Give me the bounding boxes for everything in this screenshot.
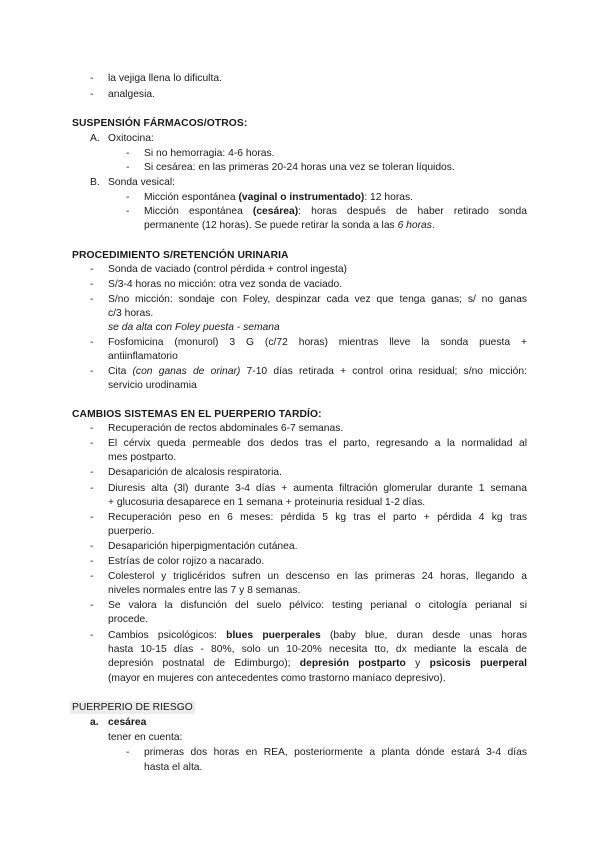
list-item-continuation: c/3 horas. [108, 308, 154, 319]
highlighted-heading: PUERPERIO DE RIESGO [72, 702, 193, 713]
list-marker: B. [90, 177, 100, 188]
list-item-text: Cambios psicológicos: blues puerperales (baby blue, duran desde unas horas [108, 630, 527, 641]
bullet-dash: - [90, 512, 94, 523]
list-item-text: El cérvix queda permeable dos dedos tras el parto, regresando a la normalidad al [108, 438, 527, 449]
bullet-dash: - [90, 337, 94, 348]
list-item-continuation: permanente (12 horas). Se puede retirar la sonda a las 6 horas. [144, 220, 435, 231]
list-item-label: Sonda vesical: [108, 177, 175, 188]
bullet-dash: - [126, 747, 130, 758]
list-item-continuation: servicio urodinamia [108, 380, 197, 391]
bullet-dash: - [126, 192, 130, 203]
list-item-text: Cita (con ganas de orinar) 7-10 días retirada + control orina residual; s/no micción: [108, 366, 527, 377]
list-item-label: Oxitocina: [108, 133, 154, 144]
list-item-text: Si cesárea: en las primeras 20-24 horas una vez se toleran líquidos. [144, 162, 455, 173]
list-item-continuation: mes postparto. [108, 452, 177, 463]
bullet-dash: - [90, 483, 94, 494]
italic-note: se da alta con Foley puesta - semana [108, 322, 280, 333]
bullet-dash: - [90, 600, 94, 611]
list-item-text: Recuperación de rectos abdominales 6-7 semanas. [108, 423, 344, 434]
list-item-text: Desaparición de alcalosis respiratoria. [108, 467, 282, 478]
list-item-continuation: + glucosuria desaparece en 1 semana + proteinuria residual 1-2 días. [108, 497, 426, 508]
bullet-dash: - [126, 206, 130, 217]
list-item-text: Se valora la disfunción del suelo pélvico: testing perianal o citología perianal si [108, 600, 527, 611]
list-item-continuation: depresión postnatal de Edimburgo); depresión postparto y psicosis puerperal [108, 658, 528, 669]
bullet-dash: - [90, 556, 94, 567]
bullet-dash: - [90, 294, 94, 305]
list-item-continuation: antiinflamatorio [108, 351, 178, 362]
list-item-continuation: hasta 10-15 días - 80%, solo un 10-20% necesita tto, dx mediante la escala de [108, 644, 527, 655]
bullet-dash: - [126, 148, 130, 159]
list-item-text: Micción espontánea (cesárea): horas después de haber retirado sonda [144, 206, 527, 217]
bullet-dash: - [90, 438, 94, 449]
section-heading-procedimiento: PROCEDIMIENTO S/RETENCIÓN URINARIA [72, 250, 289, 261]
list-item-text: Colesterol y triglicéridos sufren un descenso en las primeras 24 horas, llegando a [108, 571, 527, 582]
section-heading-suspension: SUSPENSIÓN FÁRMACOS/OTROS: [72, 118, 248, 129]
list-item-label: cesárea [108, 717, 147, 728]
bullet-dash: - [90, 366, 94, 377]
list-item-continuation: procede. [108, 614, 149, 625]
list-item-text: Micción espontánea (vaginal o instrumentado): 12 horas. [144, 192, 413, 203]
bullet-dash: - [90, 467, 94, 478]
list-marker: A. [90, 133, 100, 144]
list-item-text: Si no hemorragia: 4-6 horas. [144, 148, 275, 159]
list-item-text: Desaparición hiperpigmentación cutánea. [108, 541, 298, 552]
list-item-text: la vejiga llena lo dificulta. [108, 73, 222, 84]
list-item-text: S/3-4 horas no micción: otra vez sonda de vaciado. [108, 279, 343, 290]
list-item-text: Diuresis alta (3l) durante 3-4 días + aumenta filtración glomerular durante 1 semana [108, 483, 527, 494]
list-item-text: S/no micción: sondaje con Foley, despinzar cada vez que tenga ganas; s/ no ganas [108, 294, 527, 305]
bullet-dash: - [90, 571, 94, 582]
list-item-continuation: niveles normales entre las 7 y 8 semanas. [108, 585, 301, 596]
bullet-dash: - [90, 541, 94, 552]
bullet-dash: - [90, 264, 94, 275]
list-item-text: Recuperación peso en 6 meses: pérdida 5 kg tras el parto + pérdida 4 kg tras [108, 512, 527, 523]
list-item-text: primeras dos horas en REA, posteriormente a planta dónde estará 3-4 días [144, 747, 527, 758]
list-item-text: Sonda de vaciado (control pérdida + control ingesta) [108, 264, 347, 275]
list-marker: a. [90, 717, 99, 728]
bullet-dash: - [90, 423, 94, 434]
list-item-continuation: (mayor en mujeres con antecedentes como trastorno maníaco depresivo). [108, 673, 446, 684]
bullet-dash: - [90, 279, 94, 290]
list-item-continuation: puerperio. [108, 526, 155, 537]
list-item-text: Fosfomicina (monurol) 3 G (c/72 horas) mientras lleve la sonda puesta + [108, 337, 527, 348]
list-item-text: analgesia. [108, 89, 155, 100]
bullet-dash: - [90, 630, 94, 641]
bullet-dash: - [126, 162, 130, 173]
list-item-text: Estrías de color rojizo a nacarado. [108, 556, 265, 567]
section-heading-cambios: CAMBIOS SISTEMAS EN EL PUERPERIO TARDÍO: [72, 409, 322, 420]
sub-label: tener en cuenta: [108, 732, 183, 743]
bullet-dash: - [90, 89, 94, 100]
bullet-dash: - [90, 73, 94, 84]
list-item-continuation: hasta el alta. [144, 762, 203, 773]
section-heading-riesgo [70, 701, 195, 715]
